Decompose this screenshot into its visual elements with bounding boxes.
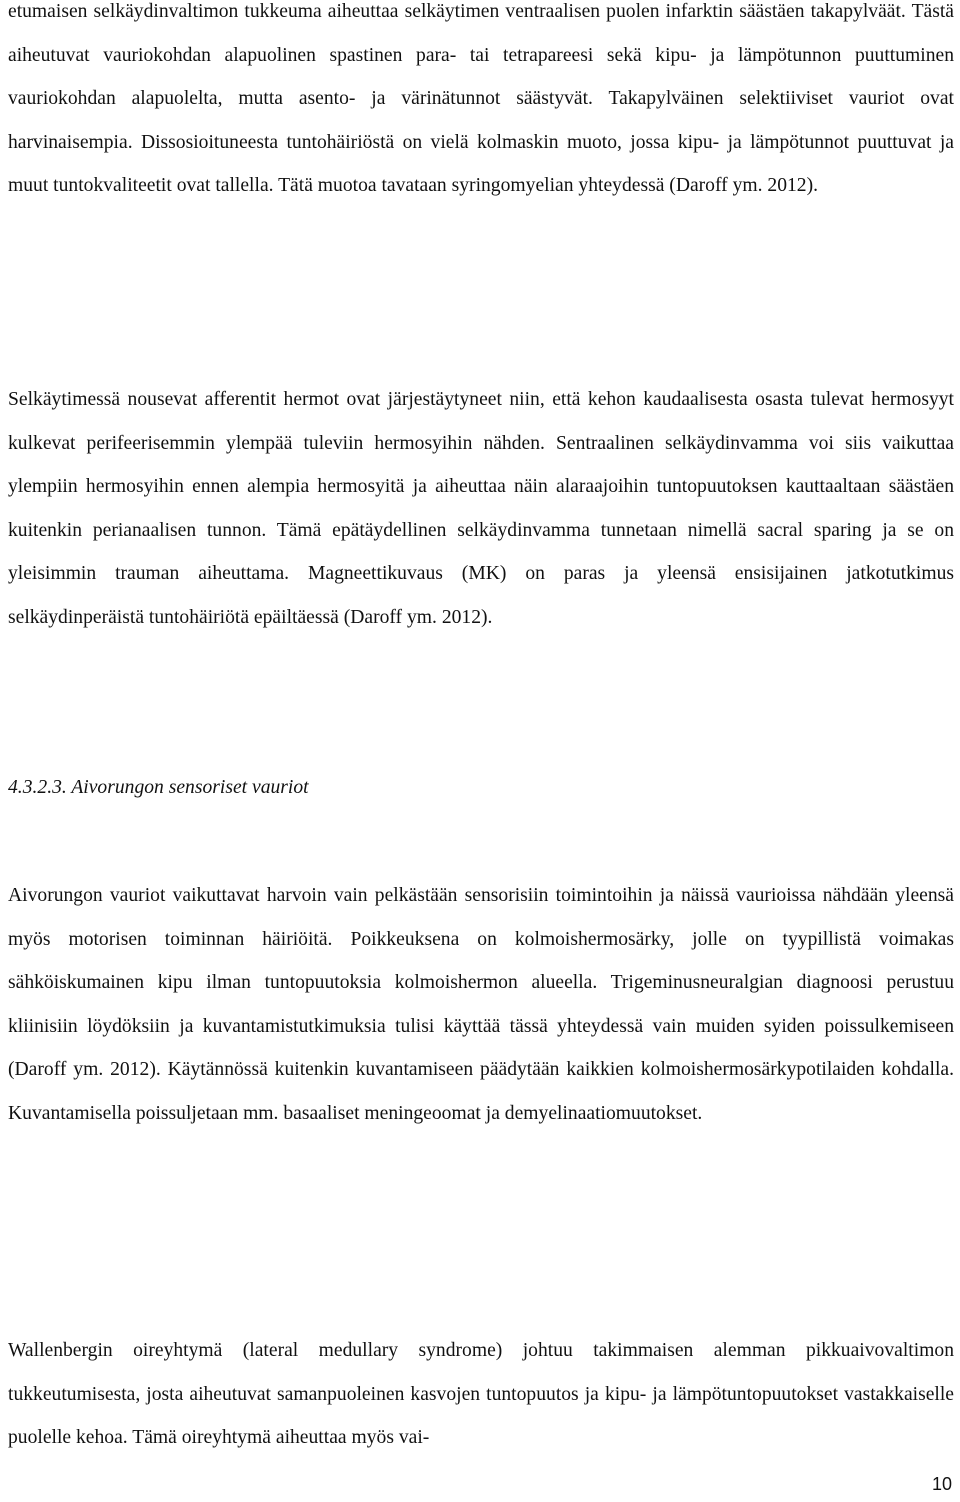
paragraph-wallenberg-syndrome: Wallenbergin oireyhtymä (lateral medullary syndrome) johtuu takimmaisen alemman pikkuaivovaltimon tukkeutumisesta, josta aiheutuvat samanpuoleinen kasvojen tuntopuutos ja kipu- ja lämpötuntopuutokset vastakkaiselle puolelle kehoa. Tämä oireyhtymä aiheuttaa myös vai- bbox=[8, 1340, 954, 1448]
page-number: 10 bbox=[931, 1474, 952, 1494]
paragraph-sacral-sparing: Selkäytimessä nousevat afferentit hermot ovat järjestäytyneet niin, että kehon kaudaalisesta osasta tulevat hermosyyt kulkevat perifeerisemmin ylempää tuleviin hermosyihin nähden. Sentraalinen selkäydinvamma voi siis vaikuttaa ylempiin hermosyihin ennen alempia hermosyitä ja aiheuttaa näin alaraajoihin tuntopuutoksen kauttaaltaan säästäen kuitenkin perianaalisen tunnon. Tämä epätäydellinen selkäydinvamma tunnetaan nimellä sacral sparing ja se on yleisimmin trauman aiheuttama. Magneettikuvaus (MK) on paras ja yleensä ensisijainen jatkotutkimus selkäydinperäistä tuntohäiriötä epäiltäessä (Daroff ym. 2012). bbox=[8, 389, 954, 628]
paragraph-spinal-artery: etumaisen selkäydinvaltimon tukkeuma aiheuttaa selkäytimen ventraalisen puolen infarktin säästäen takapylväät. Tästä aiheutuvat vauriokohdan alapuolinen spastinen para- tai tetrapareesi sekä kipu- ja lämpötunnon puuttuminen vauriokohdan alapuolelta, mutta asento- ja värinätunnot säästyvät. Takapylväinen selektiiviset vauriot ovat harvinaisempia. Dissosioituneesta tuntohäiriöstä on vielä kolmaskin muoto, jossa kipu- ja lämpötunnot puuttuvat ja muut tuntokvaliteetit ovat tallella. Tätä muotoa tavataan syringomyelian yhteydessä (Daroff ym. 2012). bbox=[8, 1, 954, 196]
paragraph-brainstem-lesions: Aivorungon vauriot vaikuttavat harvoin vain pelkästään sensorisiin toimintoihin ja näissä vaurioissa nähdään yleensä myös motorisen toiminnan häiriöitä. Poikkeuksena on kolmoishermosärky, jolle on tyypillistä voimakas sähköiskumainen kipu ilman tuntopuutoksia kolmoishermon alueella. Trigeminusneuralgian diagnoosi perustuu kliinisiin löydöksiin ja kuvantamistutkimuksia tulisi käyttää tässä yhteydessä vain muiden syiden poissulkemiseen (Daroff ym. 2012). Käytännössä kuitenkin kuvantamiseen päädytään kaikkien kolmoishermosärkypotilaiden kohdalla. Kuvantamisella poissuljetaan mm. basaaliset meningeoomat ja demyelinaatiomuutokset. bbox=[8, 885, 954, 1124]
section-heading: 4.3.2.3. Aivorungon sensoriset vauriot bbox=[8, 777, 309, 798]
